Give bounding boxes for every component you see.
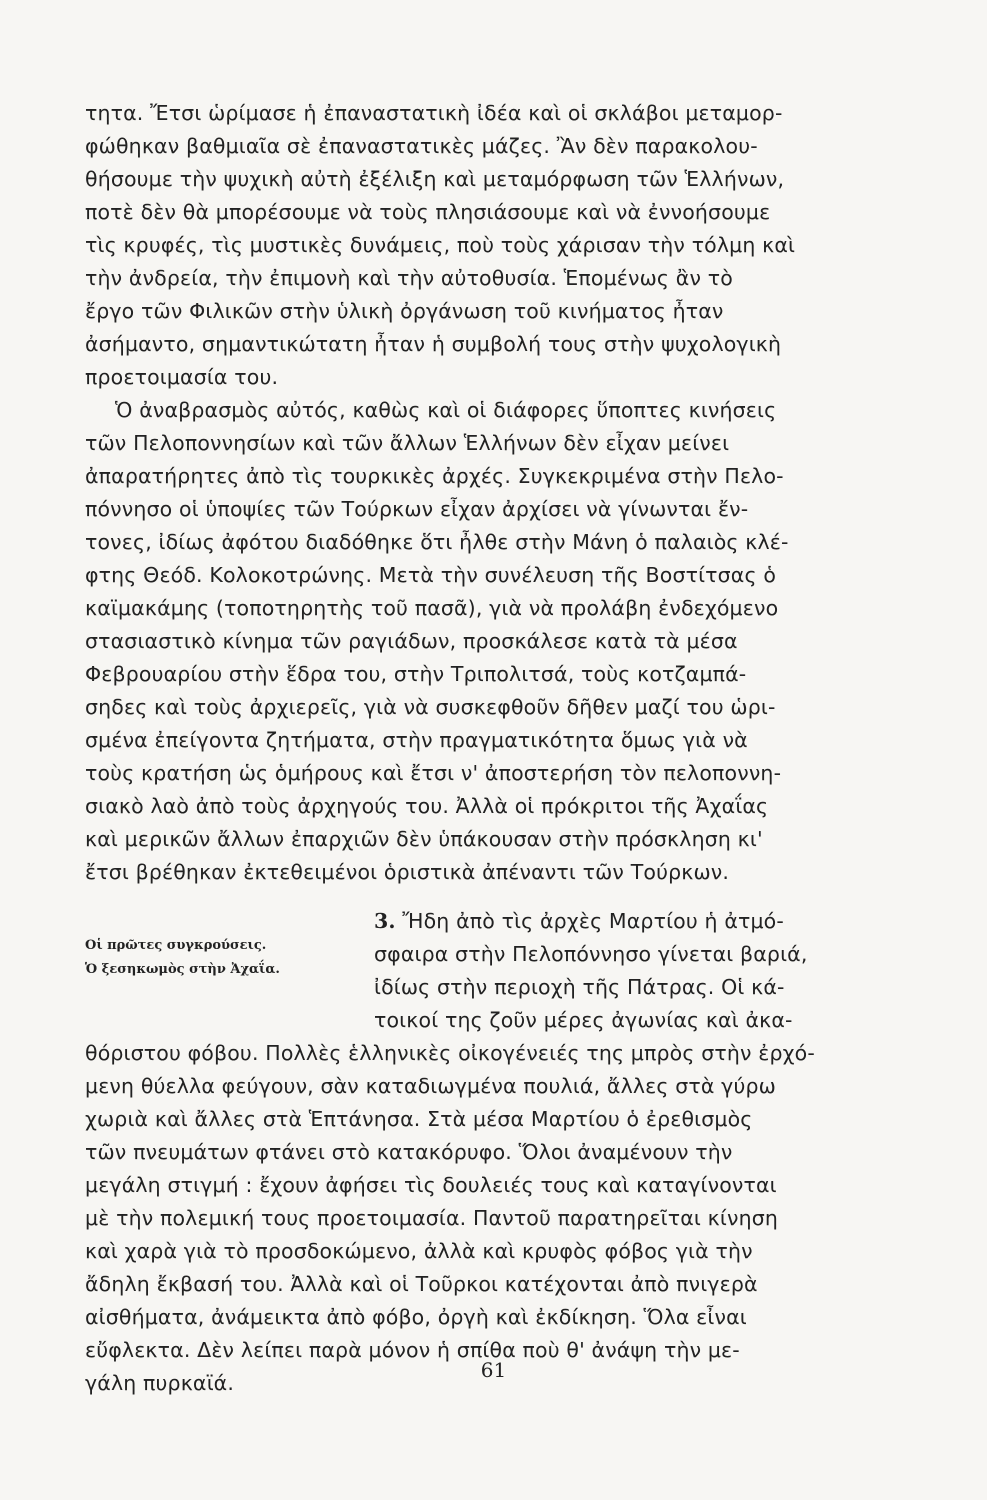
text-line: τῶν Πελοποννησίων καὶ τῶν ἄλλων Ἑλλήνων δὲν εἶχαν μείνει [85,431,730,455]
text-line: τῶν πνευμάτων φτάνει στὸ κατακόρυφο. Ὅλοι ἀναμένουν τὴν [85,1140,733,1164]
text-line: ἔργο τῶν Φιλικῶν στὴν ὑλικὴ ὀργάνωση τοῦ κινήματος ἦταν [85,299,724,323]
text-line: ἄδηλη ἔκβασή του. Ἀλλὰ καὶ οἱ Τοῦρκοι κατέχονται ἀπὸ πνιγερὰ [85,1272,758,1296]
text-line: Ὁ ἀναβρασμὸς αὐτός, καθὼς καὶ οἱ διάφορες ὕποπτες κινήσεις [115,398,777,422]
text-line: φτης Θεόδ. Κολοκοτρώνης. Μετὰ τὴν συνέλευση τῆς Βοστίτσας ὁ [85,563,777,587]
text-line: σμένα ἐπείγοντα ζητήματα, στὴν πραγματικότητα ὅμως γιὰ νὰ [85,728,748,752]
text-line: πόννησο οἱ ὑποψίες τῶν Τούρκων εἶχαν ἀρχίσει νὰ γίνωνται ἔν- [85,497,749,521]
text-line: ἰδίως στὴν περιοχὴ τῆς Πάτρας. Οἱ κά- [374,975,785,999]
text-line: τονες, ἰδίως ἀφότου διαδόθηκε ὅτι ἦλθε στὴν Μάνη ὁ παλαιὸς κλέ- [85,530,789,554]
text-line: προετοιμασία του. [85,365,279,389]
text-line: γάλη πυρκαϊά. [85,1371,235,1395]
text-line: φώθηκαν βαθμιαῖα σὲ ἐπαναστατικὲς μάζες. Ἂν δὲν παρακολου- [85,134,758,158]
text-line: Φεβρουαρίου στὴν ἕδρα του, στὴν Τριπολιτσά, τοὺς κοτζαμπά- [85,662,747,686]
text-line: θόριστου φόβου. Πολλὲς ἑλληνικὲς οἰκογένειές της μπρὸς στὴν ἐρχό- [85,1041,815,1065]
section-number: 3. [374,909,396,933]
text-line: ποτὲ δὲν θὰ μπορέσουμε νὰ τοὺς πλησιάσουμε καὶ νὰ ἐννοήσουμε [85,200,771,224]
margin-note-line: Οἱ πρῶτες συγκρούσεις. [85,938,267,953]
page-number: 61 [480,1358,507,1382]
text-line: καὶ μερικῶν ἄλλων ἐπαρχιῶν δὲν ὑπάκουσαν στὴν πρόσκληση κι' [85,827,763,851]
text-line: καϊμακάμης (τοποτηρητὴς τοῦ πασᾶ), γιὰ νὰ προλάβη ἐνδεχόμενο [85,596,779,620]
text-line: ἀσήμαντο, σημαντικώτατη ἦταν ἡ συμβολή τους στὴν ψυχολογικὴ [85,332,782,356]
text-line: ἔτσι βρέθηκαν ἐκτεθειμένοι ὁριστικὰ ἀπέναντι τῶν Τούρκων. [85,860,730,884]
text-line: Ἤδη ἀπὸ τὶς ἀρχὲς Μαρτίου ἡ ἀτμό- [402,909,784,933]
text-line: ἀπαρατήρητες ἀπὸ τὶς τουρκικὲς ἀρχές. Συγκεκριμένα στὴν Πελο- [85,464,784,488]
text-line: εὔφλεκτα. Δὲν λείπει παρὰ μόνον ἡ σπίθα ποὺ θ' ἀνάψη τὴν με- [85,1338,740,1362]
text-line: τοὺς κρατήση ὡς ὁμήρους καὶ ἔτσι ν' ἀποστερήση τὸν πελοποννη- [85,761,782,785]
text-line: μὲ τὴν πολεμική τους προετοιμασία. Παντοῦ παρατηρεῖται κίνηση [85,1206,779,1230]
text-line: σηδες καὶ τοὺς ἀρχιερεῖς, γιὰ νὰ συσκεφθοῦν δῆθεν μαζί του ὡρι- [85,695,776,719]
text-line: μενη θύελλα φεύγουν, σὰν καταδιωγμένα πουλιά, ἄλλες στὰ γύρω [85,1074,776,1098]
text-line: αἰσθήματα, ἀνάμεικτα ἀπὸ φόβο, ὀργὴ καὶ ἐκδίκηση. Ὅλα εἶναι [85,1305,747,1329]
text-line: καὶ χαρὰ γιὰ τὸ προσδοκώμενο, ἀλλὰ καὶ κρυφὸς φόβος γιὰ τὴν [85,1239,753,1263]
text-line: τὴν ἀνδρεία, τὴν ἐπιμονὴ καὶ τὴν αὐτοθυσία. Ἑπομένως ἂν τὸ [85,266,733,290]
section-first-line [374,909,784,933]
margin-note-line: Ὁ ξεσηκωμὸς στὴν Ἀχαΐα. [85,962,280,977]
text-line: θήσουμε τὴν ψυχικὴ αὐτὴ ἐξέλιξη καὶ μεταμόρφωση τῶν Ἑλλήνων, [85,167,785,191]
text-line: χωριὰ καὶ ἄλλες στὰ Ἑπτάνησα. Στὰ μέσα Μαρτίου ὁ ἐρεθισμὸς [85,1107,753,1131]
text-line: τοικοί της ζοῦν μέρες ἀγωνίας καὶ ἀκα- [374,1008,793,1032]
text-line: σφαιρα στὴν Πελοπόννησο γίνεται βαριά, [374,942,808,966]
text-line: μεγάλη στιγμή : ἔχουν ἀφήσει τὶς δουλειές τους καὶ καταγίνονται [85,1173,777,1197]
text-line: σιακὸ λαὸ ἀπὸ τοὺς ἀρχηγούς του. Ἀλλὰ οἱ πρόκριτοι τῆς Ἀχαΐας [85,794,769,818]
text-line: τὶς κρυφές, τὶς μυστικὲς δυνάμεις, ποὺ τοὺς χάρισαν τὴν τόλμη καὶ [85,233,796,257]
text-line: στασιαστικὸ κίνημα τῶν ραγιάδων, προσκάλεσε κατὰ τὰ μέσα [85,629,738,653]
text-line: τητα. Ἔτσι ὡρίμασε ἡ ἐπαναστατικὴ ἰδέα καὶ οἱ σκλάβοι μεταμορ- [85,101,783,125]
